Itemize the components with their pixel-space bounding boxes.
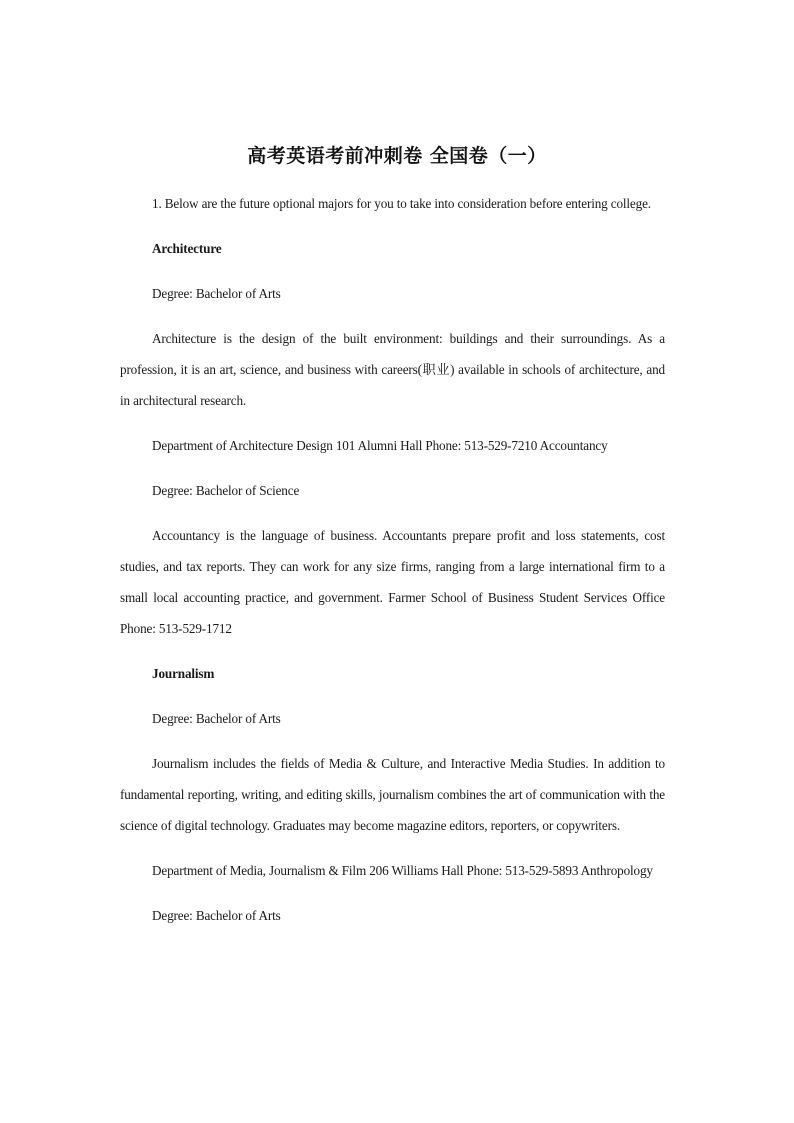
degree-anthropology: Degree: Bachelor of Arts [152, 908, 281, 923]
description-accountancy: Accountancy is the language of business. Accountants prepare profit and loss statements, cost studies, and tax reports. They can work for any size firms, ranging from a large international firm to a small local accounting practice, and government. Farmer School of Business Student Services Office Phone: 513-529-1712 [120, 528, 665, 636]
contact-journalism: Department of Media, Journalism & Film 206 Williams Hall Phone: 513-529-5893 Anthropology [152, 863, 653, 878]
degree-architecture: Degree: Bachelor of Arts [152, 286, 281, 301]
document-body [120, 188, 665, 945]
major-heading-journalism: Journalism [152, 666, 215, 681]
degree-journalism: Degree: Bachelor of Arts [152, 711, 281, 726]
description-journalism: Journalism includes the fields of Media & Culture, and Interactive Media Studies. In addition to fundamental reporting, writing, and editing skills, journalism combines the art of communication with the science of digital technology. Graduates may become magazine editors, reporters, or copywriters. [120, 756, 665, 833]
contact-architecture: Department of Architecture Design 101 Alumni Hall Phone: 513-529-7210 Accountancy [152, 438, 608, 453]
description-architecture: Architecture is the design of the built environment: buildings and their surroundings. As a profession, it is an art, science, and business with careers(职业) available in schools of architecture, and in architectural research. [120, 331, 665, 408]
page-title: 高考英语考前冲刺卷 全国卷（一） [247, 145, 547, 167]
question-intro: 1. Below are the future optional majors for you to take into consideration before entering college. [152, 196, 651, 211]
major-heading-architecture: Architecture [152, 241, 222, 256]
degree-accountancy: Degree: Bachelor of Science [152, 483, 300, 498]
